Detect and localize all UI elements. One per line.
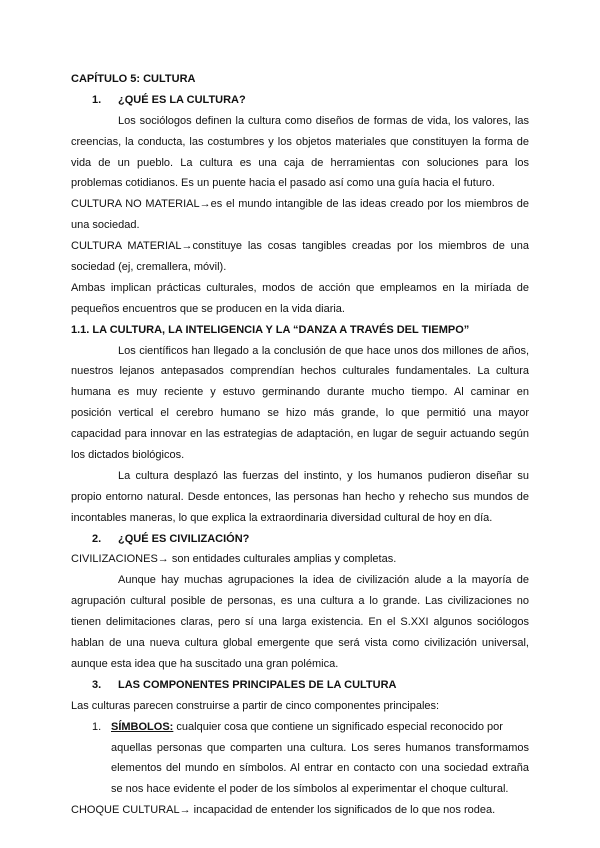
paragraph-line: CULTURA NO MATERIAL→es el mundo intangible de las ideas creado por los miembros de — [71, 198, 529, 211]
paragraph-line: La cultura desplazó las fuerzas del instinto, y los humanos pudieron diseñar su — [118, 469, 529, 482]
paragraph-line: incontables maneras, lo que explica la extraordinaria diversidad cultural de hoy en día. — [71, 511, 493, 524]
paragraph-line: los dictados biológicos. — [71, 449, 185, 462]
paragraph-line: sociedad (ej, cremallera, móvil). — [71, 261, 227, 274]
paragraph-line: CHOQUE CULTURAL→ incapacidad de entender los significados de lo que nos rodea. — [71, 804, 496, 817]
list-number: 1. — [92, 720, 102, 733]
section-number: 2. — [92, 532, 102, 545]
document-page — [71, 69, 529, 821]
paragraph-line: capacidad para innovar en las estrategias de adaptación, en lugar de seguir actuando según — [71, 428, 529, 441]
paragraph-line: CULTURA MATERIAL→constituye las cosas tangibles creadas por los miembros de una — [71, 240, 529, 253]
paragraph-line: posición vertical el cerebro humano se hizo más grande, lo que permitió una mayor — [71, 407, 529, 420]
paragraph-line: propio entorno natural. Desde entonces, las personas han hecho y rehecho sus mundos de — [71, 490, 529, 503]
section-number: 3. — [92, 678, 102, 691]
paragraph-line: CIVILIZACIONES→ son entidades culturales amplias y completas. — [71, 553, 397, 566]
paragraph-line: problemas cotidianos. Es un puente hacia el pasado así como una guía hacia el futuro. — [71, 177, 495, 190]
paragraph-line: humana es muy reciente y estuvo germinando durante mucho tiempo. Al caminar en — [71, 386, 529, 399]
paragraph-line: Aunque hay muchas agrupaciones la idea de civilización alude a la mayoría de — [118, 574, 529, 587]
paragraph-line: Los científicos han llegado a la conclusión de que hace unos dos millones de años, — [118, 344, 529, 357]
paragraph-line: aunque esta idea que ha suscitado una gran polémica. — [71, 657, 339, 670]
section-heading-3 — [71, 675, 529, 696]
paragraph-line: Ambas implican prácticas culturales, modos de acción que empleamos en la miríada de — [71, 281, 529, 294]
section-heading-2 — [71, 529, 529, 550]
section-number: 1. — [92, 93, 102, 106]
paragraph-line: hablan de una nueva cultura global emergente que será vista como civilización universal, — [71, 637, 529, 650]
section-title: ¿QUÉ ES CIVILIZACIÓN? — [118, 532, 250, 545]
list-item-simbolos — [71, 717, 529, 738]
paragraph-line: nuestros lejanos antepasados comprendían hechos culturales fundamentales. La cultura — [71, 365, 529, 378]
section-title: ¿QUÉ ES LA CULTURA? — [118, 93, 246, 106]
paragraph-line: vida de un pueblo. La cultura es una caja de herramientas con soluciones para los — [71, 156, 529, 169]
paragraph-line: Las culturas parecen construirse a partir de cinco componentes principales: — [71, 699, 440, 712]
paragraph-line: tienen delimitaciones claras, pero sí una larga existencia. En el S.XXI algunos sociólogos — [71, 616, 529, 629]
paragraph-line: agrupación cultural posible de personas, es una cultura a lo grande. Las civilizaciones no — [71, 595, 529, 608]
paragraph-line: una sociedad. — [71, 219, 140, 232]
paragraph-line: creencias, la conducta, las costumbres y los objetos materiales que constituyen la forma de — [71, 135, 529, 148]
list-term: SÍMBOLOS: — [111, 720, 174, 733]
chapter-title: CAPÍTULO 5: CULTURA — [71, 73, 196, 85]
list-item-line: elementos del mundo en símbolos. Al entrar en contacto con una sociedad extraña — [111, 762, 529, 775]
list-item-line: se nos hace evidente el poder de los símbolos al experimentar el choque cultural. — [111, 783, 509, 796]
list-text: cualquier cosa que contiene un significado especial reconocido por — [173, 720, 503, 733]
section-heading-1 — [71, 90, 529, 111]
list-item-line: aquellas personas que comparten una cultura. Los seres humanos transformamos — [111, 741, 529, 754]
section-title: LAS COMPONENTES PRINCIPALES DE LA CULTURA — [118, 678, 397, 691]
subsection-heading: 1.1. LA CULTURA, LA INTELIGENCIA Y LA “DANZA A TRAVÉS DEL TIEMPO” — [71, 323, 470, 336]
paragraph-line: pequeños encuentros que se producen en la vida diaria. — [71, 302, 345, 315]
paragraph-line: Los sociólogos definen la cultura como diseños de formas de vida, los valores, las — [118, 114, 529, 127]
